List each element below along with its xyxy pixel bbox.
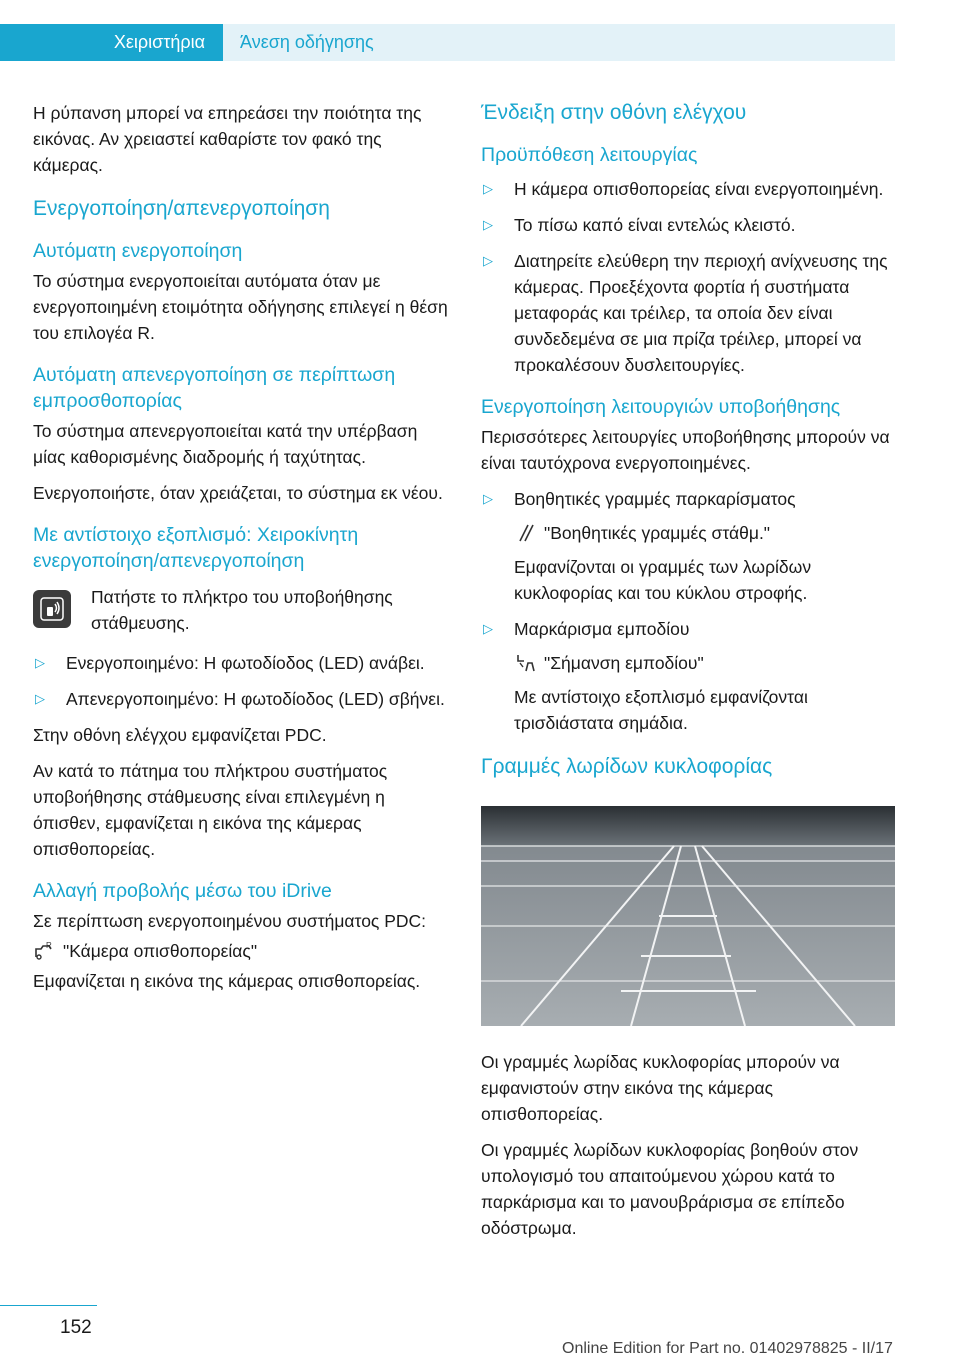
- triangle-bullet-icon: ▷: [35, 691, 45, 706]
- heading-manual: Με αντίστοιχο εξοπλισμό: Χειροκίνητη ενεργοποίηση/απενεργοποίηση: [33, 524, 359, 572]
- heading-auto-on: Αυτόματη ενεργοποίηση: [33, 240, 243, 262]
- svg-text:R: R: [46, 941, 52, 950]
- press-button-instruction: [33, 584, 448, 636]
- list-item: ▷ Η κάμερα οπισθοπορείας είναι ενεργοποιημένη.: [481, 176, 896, 202]
- triangle-bullet-icon: ▷: [35, 655, 45, 670]
- assist1-description: Εμφανίζονται οι γραμμές των λωρίδων κυκλοφορίας και του κύκλου στροφής.: [514, 557, 812, 603]
- menu-camera-line: R "Κάμερα οπισθοπορείας": [33, 938, 448, 964]
- triangle-bullet-icon: ▷: [483, 181, 493, 196]
- paragraph-idrive: Σε περίπτωση ενεργοποιημένου συστήματος PDC:: [33, 911, 427, 931]
- paragraph-auto-on: Το σύστημα ενεργοποιείται αυτόματα όταν με ενεργοποιημένη ετοιμότητα οδήγησης επιλεγεί η θέση του επιλογέα R.: [33, 271, 448, 343]
- paragraph-assist: Περισσότερες λειτουργίες υποβοήθησης μπορούν να είναι ταυτόχρονα ενεργοποιημένες.: [481, 427, 890, 473]
- paragraph-lanes-2: Οι γραμμές λωρίδων κυκλοφορίας βοηθούν στον υπολογισμό του απαιτούμενου χώρου κατά το παρκάρισμα και το μανουβράρισμα σε επίπεδο οδόστρωμα.: [481, 1140, 859, 1238]
- triangle-bullet-icon: ▷: [483, 217, 493, 232]
- heading-auto-off: Αυτόματη απενεργοποίηση σε περίπτωση εμπροσθοπορίας: [33, 364, 396, 412]
- list-item: ▷ Απενεργοποιημένο: Η φωτοδίοδος (LED) σβήνει.: [33, 686, 448, 712]
- triangle-bullet-icon: ▷: [483, 491, 493, 506]
- triangle-bullet-icon: ▷: [483, 253, 493, 268]
- list-item: ▷ Βοηθητικές γραμμές παρκαρίσματος "Βοηθητικές γραμμές στάθμ." Εμφανίζονται οι γραμμές των λωρίδων κυκλοφορίας και του κύκλου στροφής.: [481, 486, 896, 606]
- heading-prereq: Προϋπόθεση λειτουργίας: [481, 144, 698, 166]
- press-button-text: Πατήστε το πλήκτρο του υποβοήθησης στάθμευσης.: [91, 587, 393, 633]
- obstacle-marking-icon: [514, 651, 536, 673]
- parking-lines-icon: [514, 521, 536, 543]
- paragraph-auto-off: Το σύστημα απενεργοποιείται κατά την υπέρβαση μίας καθορισμένης διαδρομής ή ταχύτητας.: [33, 421, 418, 467]
- park-assist-button-icon: [33, 590, 71, 628]
- heading-display: Ένδειξη στην οθόνη ελέγχου: [481, 101, 747, 124]
- assist2-description: Με αντίστοιχο εξοπλισμό εμφανίζονται τρισδιάστατα σημάδια.: [514, 687, 808, 733]
- left-column: [33, 100, 448, 1004]
- lane-lines-illustration: [481, 806, 895, 1026]
- list-item: ▷ Το πίσω καπό είναι εντελώς κλειστό.: [481, 212, 896, 238]
- intro-paragraph: Η ρύπανση μπορεί να επηρεάσει την ποιότητα της εικόνας. Αν χρειαστεί καθαρίστε τον φακό της κάμερας.: [33, 103, 422, 175]
- heading-assist: Ενεργοποίηση λειτουργιών υποβοήθησης: [481, 396, 841, 418]
- assist1-menu-line: "Βοηθητικές γραμμές στάθμ.": [514, 520, 896, 546]
- header-bar: [0, 24, 895, 61]
- assist2-menu-line: "Σήμανση εμποδίου": [514, 650, 896, 676]
- paragraph-pdc: Στην οθόνη ελέγχου εμφανίζεται PDC.: [33, 725, 327, 745]
- rear-camera-icon: [33, 939, 55, 961]
- heading-idrive: Αλλαγή προβολής μέσω του iDrive: [33, 880, 332, 902]
- prereq-list: [481, 176, 896, 378]
- section-tab[interactable]: Άνεση οδήγησης: [240, 32, 374, 52]
- triangle-bullet-icon: ▷: [483, 621, 493, 636]
- right-column: [481, 100, 896, 1251]
- list-item: ▷ Ενεργοποιημένο: Η φωτοδίοδος (LED) ανάβει.: [33, 650, 448, 676]
- paragraph-lanes-1: Οι γραμμές λωρίδας κυκλοφορίας μπορούν να εμφανιστούν στην εικόνα της κάμερας οπισθοπορείας.: [481, 1052, 840, 1124]
- page-number-rule: [0, 1305, 97, 1306]
- page-number: 152: [60, 1317, 92, 1338]
- footer-edition: Online Edition for Part no. 01402978825 - II/17: [562, 1340, 893, 1357]
- list-item: ▷ Μαρκάρισμα εμποδίου "Σήμανση εμποδίου" Με αντίστοιχο εξοπλισμό εμφανίζονται τρισδιάστατα σημάδια.: [481, 616, 896, 736]
- led-status-list: [33, 650, 448, 712]
- paragraph-reactivate: Ενεργοποιήστε, όταν χρειάζεται, το σύστημα εκ νέου.: [33, 483, 443, 503]
- paragraph-idrive-result: Εμφανίζεται η εικόνα της κάμερας οπισθοπορείας.: [33, 971, 421, 991]
- chapter-tab[interactable]: Χειριστήρια: [0, 24, 223, 61]
- list-item: ▷ Διατηρείτε ελεύθερη την περιοχή ανίχνευσης της κάμερας. Προεξέχοντα φορτία ή συστήματα μεταφοράς και τρέιλερ, τα οποία δεν είναι συνδεδεμένα σε μια πρίζα τρέιλερ, μπορεί να προκαλέσουν δυσλειτουργίες.: [481, 248, 896, 378]
- assist-list: [481, 486, 896, 736]
- heading-lanes: Γραμμές λωρίδων κυκλοφορίας: [481, 755, 773, 778]
- paragraph-camera: Αν κατά το πάτημα του πλήκτρου συστήματος υποβοήθησης στάθμευσης είναι επιλεγμένη η όπισθεν, εμφανίζεται η εικόνα της κάμερας οπισθοπορείας.: [33, 761, 388, 859]
- heading-activation: Ενεργοποίηση/απενεργοποίηση: [33, 197, 330, 220]
